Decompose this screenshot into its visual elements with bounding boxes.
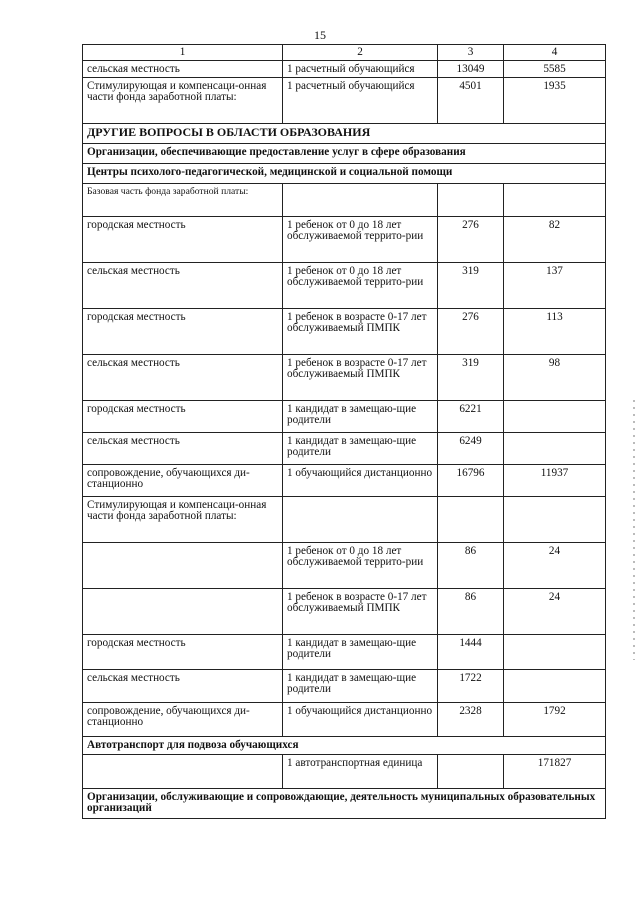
table-row <box>83 309 606 355</box>
table-row <box>83 433 606 465</box>
row-value-3: 319 <box>438 355 504 401</box>
row-unit <box>283 497 438 543</box>
row-label: сельская местность <box>83 433 283 465</box>
table-row <box>83 497 606 543</box>
row-unit: 1 автотранспортная единица <box>283 755 438 789</box>
section-heading: ДРУГИЕ ВОПРОСЫ В ОБЛАСТИ ОБРАЗОВАНИЯ <box>83 124 606 144</box>
row-value-4 <box>504 497 606 543</box>
row-value-4: 98 <box>504 355 606 401</box>
row-label: городская местность <box>83 217 283 263</box>
table-row <box>83 184 606 217</box>
table-row <box>83 465 606 497</box>
table-row <box>83 61 606 78</box>
section-row <box>83 164 606 184</box>
row-value-4: 5585 <box>504 61 606 78</box>
table-row <box>83 401 606 433</box>
page-number: 15 <box>314 28 326 42</box>
section-row <box>83 789 606 819</box>
section-heading: Центры психолого-педагогической, медицинской и социальной помощи <box>83 164 606 184</box>
row-value-3: 4501 <box>438 78 504 124</box>
row-unit: 1 ребенок в возрасте 0-17 лет обслуживаемый ПМПК <box>283 309 438 355</box>
row-label <box>83 589 283 635</box>
row-value-3: 319 <box>438 263 504 309</box>
row-unit: 1 ребенок в возрасте 0-17 лет обслуживаемый ПМПК <box>283 589 438 635</box>
row-value-3: 86 <box>438 543 504 589</box>
row-unit: 1 кандидат в замещаю-щие родители <box>283 635 438 670</box>
row-label: сопровождение, обучающихся ди-станционно <box>83 465 283 497</box>
row-value-3 <box>438 497 504 543</box>
row-unit: 1 расчетный обучающийся <box>283 61 438 78</box>
table-row <box>83 543 606 589</box>
row-label: городская местность <box>83 401 283 433</box>
row-value-3: 16796 <box>438 465 504 497</box>
row-value-4: 1935 <box>504 78 606 124</box>
row-unit: 1 ребенок от 0 до 18 лет обслуживаемой террито-рии <box>283 217 438 263</box>
row-value-3: 276 <box>438 217 504 263</box>
row-unit: 1 ребенок от 0 до 18 лет обслуживаемой террито-рии <box>283 543 438 589</box>
row-unit: 1 ребенок от 0 до 18 лет обслуживаемой террито-рии <box>283 263 438 309</box>
row-value-4 <box>504 635 606 670</box>
table-header-row <box>83 45 606 61</box>
table-row <box>83 217 606 263</box>
row-value-4 <box>504 670 606 703</box>
row-label: сельская местность <box>83 355 283 401</box>
row-value-4: 171827 <box>504 755 606 789</box>
row-value-3: 13049 <box>438 61 504 78</box>
row-value-3: 86 <box>438 589 504 635</box>
row-unit: 1 кандидат в замещаю-щие родители <box>283 433 438 465</box>
section-heading: Автотранспорт для подвоза обучающихся <box>83 737 606 755</box>
row-value-4: 137 <box>504 263 606 309</box>
header-col-1: 1 <box>83 45 283 61</box>
row-unit: 1 обучающийся дистанционно <box>283 465 438 497</box>
scan-margin-mark <box>633 400 635 660</box>
row-unit: 1 расчетный обучающийся <box>283 78 438 124</box>
table-row <box>83 78 606 124</box>
row-unit: 1 ребенок в возрасте 0-17 лет обслуживаемый ПМПК <box>283 355 438 401</box>
row-label: городская местность <box>83 635 283 670</box>
section-heading: Организации, обеспечивающие предоставление услуг в сфере образования <box>83 144 606 164</box>
row-value-4: 24 <box>504 589 606 635</box>
row-label: сопровождение, обучающихся ди-станционно <box>83 703 283 737</box>
header-col-2: 2 <box>283 45 438 61</box>
row-value-4: 24 <box>504 543 606 589</box>
row-value-3 <box>438 184 504 217</box>
section-row <box>83 124 606 144</box>
row-unit: 1 кандидат в замещаю-щие родители <box>283 670 438 703</box>
row-label: Стимулирующая и компенсаци-онная части фонда заработной платы: <box>83 497 283 543</box>
row-value-4 <box>504 401 606 433</box>
header-col-3: 3 <box>438 45 504 61</box>
table-row <box>83 589 606 635</box>
section-row <box>83 144 606 164</box>
row-value-3: 6249 <box>438 433 504 465</box>
row-value-4: 82 <box>504 217 606 263</box>
row-unit <box>283 184 438 217</box>
table-row <box>83 755 606 789</box>
norms-table <box>82 44 606 819</box>
row-unit: 1 кандидат в замещаю-щие родители <box>283 401 438 433</box>
row-value-4 <box>504 184 606 217</box>
row-unit: 1 обучающийся дистанционно <box>283 703 438 737</box>
row-label: Базовая часть фонда заработной платы: <box>83 184 283 217</box>
table-row <box>83 670 606 703</box>
row-value-3: 2328 <box>438 703 504 737</box>
row-label: сельская местность <box>83 670 283 703</box>
header-col-4: 4 <box>504 45 606 61</box>
section-row <box>83 737 606 755</box>
table-row <box>83 263 606 309</box>
table-row <box>83 703 606 737</box>
table-row <box>83 355 606 401</box>
row-label: сельская местность <box>83 61 283 78</box>
row-label: городская местность <box>83 309 283 355</box>
row-value-4: 113 <box>504 309 606 355</box>
row-label <box>83 543 283 589</box>
row-value-3: 276 <box>438 309 504 355</box>
row-value-4 <box>504 433 606 465</box>
row-label: Стимулирующая и компенсаци-онная части фонда заработной платы: <box>83 78 283 124</box>
row-value-4: 1792 <box>504 703 606 737</box>
row-label: сельская местность <box>83 263 283 309</box>
table-row <box>83 635 606 670</box>
row-value-3 <box>438 755 504 789</box>
row-value-3: 1722 <box>438 670 504 703</box>
row-label <box>83 755 283 789</box>
row-value-4: 11937 <box>504 465 606 497</box>
section-heading: Организации, обслуживающие и сопровождающие, деятельность муниципальных образовательных организаций <box>83 789 606 819</box>
row-value-3: 1444 <box>438 635 504 670</box>
row-value-3: 6221 <box>438 401 504 433</box>
